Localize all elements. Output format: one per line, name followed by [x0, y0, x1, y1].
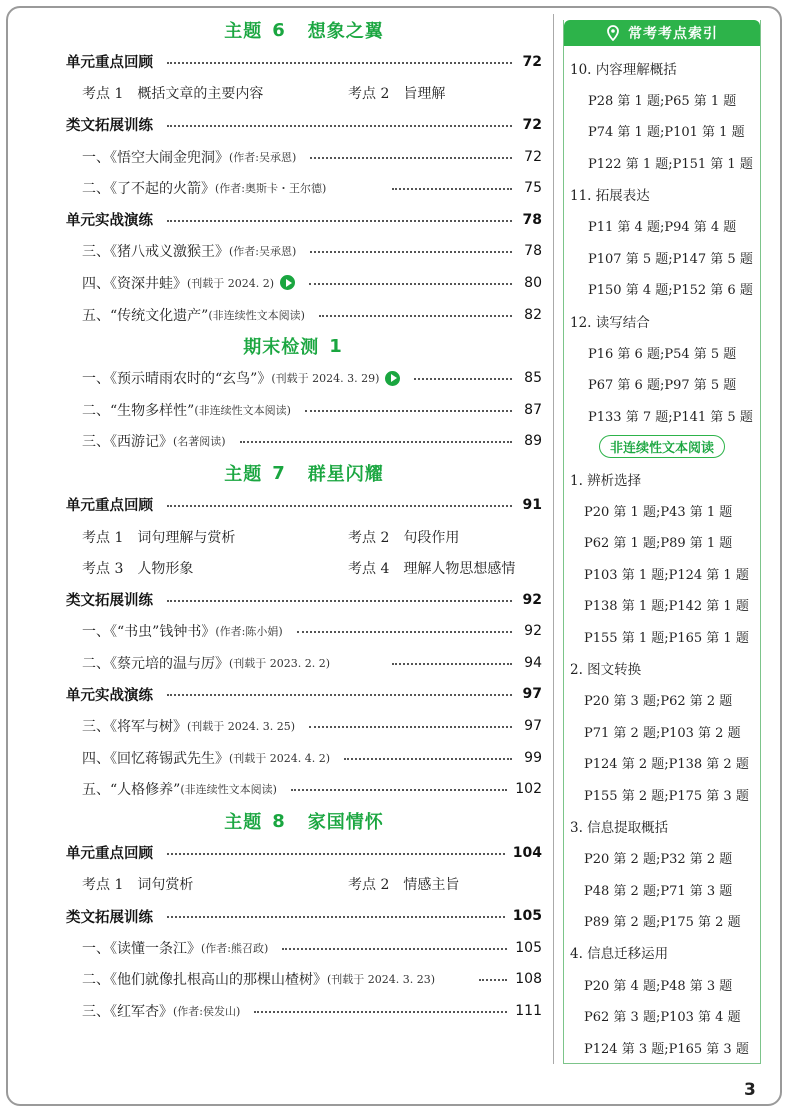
index-reference: P89 第 2 题;P175 第 2 题: [584, 915, 741, 931]
article-entry[interactable]: [66, 426, 542, 458]
article-entry[interactable]: [66, 963, 542, 995]
section-entry[interactable]: [66, 900, 542, 932]
theme-number: 8: [272, 810, 286, 832]
dot-leader: [310, 251, 512, 253]
dot-leader: [167, 600, 512, 602]
section-label: 类文拓展训练: [66, 909, 153, 926]
dot-leader: [167, 505, 512, 507]
article-title: 四、《资深井蛙》: [82, 275, 187, 292]
key-point-row: [66, 552, 542, 584]
page-ref: 75: [524, 180, 542, 197]
index-reference: P124 第 2 题;P138 第 2 题: [584, 757, 749, 773]
article-note: (刊载于 2024. 4. 2): [229, 751, 331, 765]
article-entry[interactable]: [66, 932, 542, 964]
index-reference: P133 第 7 题;P141 第 5 题: [588, 409, 753, 425]
dot-leader: [297, 631, 512, 633]
article-entry[interactable]: [66, 710, 542, 742]
page-ref: 91: [522, 496, 542, 513]
section-entry[interactable]: [66, 584, 542, 616]
theme-name: 家国情怀: [307, 812, 384, 834]
article-title: 三、《红军杏》: [82, 1003, 173, 1020]
dot-leader: [309, 726, 512, 728]
index-category: 3. 信息提取概括: [570, 820, 669, 837]
page-ref: 97: [524, 718, 542, 735]
index-reference: P20 第 3 题;P62 第 2 题: [584, 694, 733, 710]
page-ref: 87: [524, 401, 542, 418]
article-entry[interactable]: [66, 995, 542, 1027]
article-title: 二、《蔡元培的温与厉》: [82, 655, 229, 672]
page-ref: 99: [524, 749, 542, 766]
page-ref: 78: [524, 243, 542, 260]
page-ref: 105: [512, 908, 542, 925]
theme-heading: [66, 805, 542, 837]
index-reference: P155 第 1 题;P165 第 1 题: [584, 630, 749, 646]
section-badge-label: 非连续性文本阅读: [599, 435, 725, 458]
article-title: 一、《“书虫”钱钟书》: [82, 624, 216, 641]
page-ref: 80: [524, 274, 542, 291]
article-title: 二、《了不起的火箭》: [82, 181, 215, 198]
index-reference: P62 第 1 题;P89 第 1 题: [584, 536, 733, 552]
section-label: 单元重点回顾: [66, 55, 153, 72]
index-list: [564, 46, 760, 1063]
key-point: 考点 3 人物形象: [82, 561, 194, 578]
page-ref: 85: [524, 370, 542, 387]
section-label: 单元重点回顾: [66, 846, 153, 863]
index-reference: P48 第 2 题;P71 第 3 题: [584, 883, 733, 899]
article-note: (刊载于 2023. 2. 2): [229, 656, 331, 670]
article-entry[interactable]: [66, 236, 542, 268]
article-title: 一、《悟空大闹金兜洞》: [82, 149, 229, 166]
page-ref: 89: [524, 433, 542, 450]
section-label: 类文拓展训练: [66, 593, 153, 610]
section-entry[interactable]: [66, 109, 542, 141]
article-title: 一、《预示晴雨农时的“玄鸟”》: [82, 371, 272, 388]
dot-leader: [392, 663, 512, 665]
article-note: (刊载于 2024. 3. 29): [271, 372, 380, 386]
index-category: 4. 信息迁移运用: [570, 946, 669, 963]
article-note: (刊载于 2024. 3. 23): [327, 973, 436, 987]
dot-leader: [240, 441, 512, 443]
index-category: 12. 读写结合: [570, 314, 650, 331]
page-ref: 104: [512, 844, 542, 861]
page-ref: 105: [515, 939, 542, 956]
article-note: (刊载于 2024. 3. 25): [187, 720, 296, 734]
article-note: (作者:吴承恩): [229, 150, 297, 164]
article-title: 三、《西游记》: [82, 434, 173, 451]
theme-number: 1: [329, 335, 343, 357]
page-ref: 82: [524, 306, 542, 323]
dot-leader: [167, 916, 505, 918]
index-reference: P28 第 1 题;P65 第 1 题: [588, 93, 737, 109]
article-entry[interactable]: [66, 141, 542, 173]
article-title: 四、《回忆蒋锡武先生》: [82, 750, 229, 767]
section-entry[interactable]: [66, 837, 542, 869]
index-reference: P20 第 1 题;P43 第 1 题: [584, 504, 733, 520]
article-entry[interactable]: [66, 267, 542, 299]
article-title: 二、《他们就像扎根高山的那棵山楂树》: [82, 972, 327, 989]
article-note: (作者:熊召政): [201, 941, 269, 955]
page-ref: 97: [522, 686, 542, 703]
section-entry[interactable]: [66, 204, 542, 236]
index-reference: P16 第 6 题;P54 第 5 题: [588, 346, 737, 362]
theme-prefix: 主题: [224, 464, 263, 486]
theme-prefix: 主题: [224, 812, 263, 834]
exam-point-index-panel: [563, 20, 761, 1064]
dot-leader: [291, 789, 507, 791]
article-note: (作者:吴承恩): [229, 245, 297, 259]
article-note: (作者:侯发山): [173, 1004, 241, 1018]
index-reference: P124 第 3 题;P165 第 3 题: [584, 1041, 749, 1057]
index-reference: P67 第 6 题;P97 第 5 题: [588, 378, 737, 394]
key-point: 考点 2 情感主旨: [348, 877, 460, 894]
dot-leader: [254, 1011, 507, 1013]
section-label: 单元实战演练: [66, 213, 153, 230]
dot-leader: [319, 315, 512, 317]
index-reference: P20 第 2 题;P32 第 2 题: [584, 852, 733, 868]
page-ref: 72: [524, 148, 542, 165]
page-ref: 102: [515, 781, 542, 798]
index-reference: P11 第 4 题;P94 第 4 题: [588, 220, 737, 236]
section-label: 单元实战演练: [66, 687, 153, 704]
dot-leader: [309, 283, 512, 285]
dot-leader: [344, 758, 512, 760]
dot-leader: [479, 979, 507, 981]
section-entry[interactable]: [66, 46, 542, 78]
section-badge: [564, 431, 760, 463]
index-category: 10. 内容理解概括: [570, 61, 677, 78]
dot-leader: [167, 694, 512, 696]
article-entry[interactable]: [66, 616, 542, 648]
index-header: [564, 20, 760, 46]
section-label: 单元重点回顾: [66, 498, 153, 515]
page-ref: 111: [515, 1002, 542, 1019]
article-note: (作者:奥斯卡・王尔德): [215, 182, 327, 196]
page-ref: 72: [522, 116, 542, 133]
article-title: 五、“传统文化遗产”: [82, 307, 209, 324]
key-point-row: [66, 78, 542, 110]
article-note: (作者:陈小娟): [215, 625, 283, 639]
index-reference: P150 第 4 题;P152 第 6 题: [588, 283, 753, 299]
key-point: 考点 1 词句理解与赏析: [82, 529, 236, 546]
page-ref: 92: [524, 623, 542, 640]
article-entry[interactable]: [66, 362, 542, 394]
key-point-row: [66, 521, 542, 553]
theme-heading: [66, 457, 542, 489]
dot-leader: [167, 220, 512, 222]
theme-heading: [66, 330, 542, 362]
index-reference: P74 第 1 题;P101 第 1 题: [588, 125, 745, 141]
play-icon[interactable]: [280, 275, 295, 290]
article-entry[interactable]: [66, 172, 542, 204]
key-point: 考点 1 概括文章的主要内容: [82, 86, 264, 103]
index-category: 11. 拓展表达: [570, 188, 650, 205]
index-reference: P20 第 4 题;P48 第 3 题: [584, 978, 733, 994]
article-title: 三、《将军与树》: [82, 719, 187, 736]
article-entry[interactable]: [66, 647, 542, 679]
index-reference: P71 第 2 题;P103 第 2 题: [584, 725, 741, 741]
page-number: 3: [744, 1080, 756, 1100]
location-pin-icon: [606, 25, 620, 41]
key-point: 考点 4 理解人物思想感情: [348, 561, 516, 578]
key-point: 考点 1 词句赏析: [82, 877, 194, 894]
page-ref: 94: [524, 654, 542, 671]
column-divider: [553, 14, 554, 1064]
theme-prefix: 主题: [224, 21, 263, 42]
index-reference: P138 第 1 题;P142 第 1 题: [584, 599, 749, 615]
key-point: 考点 2 旨理解: [348, 86, 446, 103]
article-title: 二、“生物多样性”: [82, 402, 195, 419]
article-note: (刊载于 2024. 2): [187, 276, 275, 290]
page-ref: 78: [522, 211, 542, 228]
page-ref: 72: [522, 53, 542, 70]
index-reference: P122 第 1 题;P151 第 1 题: [588, 157, 753, 173]
dot-leader: [310, 157, 512, 159]
dot-leader: [167, 125, 512, 127]
index-reference: P62 第 3 题;P103 第 4 题: [584, 1010, 741, 1026]
article-title: 一、《读懂一条江》: [82, 940, 201, 957]
article-note: (非连续性文本阅读): [208, 308, 305, 322]
article-entry[interactable]: [66, 394, 542, 426]
dot-leader: [282, 948, 507, 950]
theme-number: 6: [272, 19, 286, 41]
index-reference: P107 第 5 题;P147 第 5 题: [588, 251, 753, 267]
theme-prefix: 期末检测: [243, 337, 320, 359]
article-note: (名著阅读): [173, 435, 226, 449]
dot-leader: [305, 410, 512, 412]
theme-name: 想象之翼: [307, 21, 384, 42]
theme-number: 7: [272, 462, 286, 484]
dot-leader: [167, 853, 505, 855]
index-title: 常考考点索引: [628, 26, 718, 42]
section-entry[interactable]: [66, 489, 542, 521]
theme-name: 群星闪耀: [307, 464, 384, 486]
article-note: (非连续性文本阅读): [194, 403, 291, 417]
play-icon[interactable]: [385, 371, 400, 386]
key-point-row: [66, 869, 542, 901]
page-ref: 108: [515, 971, 542, 988]
index-reference: P103 第 1 题;P124 第 1 题: [584, 567, 749, 583]
article-note: (非连续性文本阅读): [180, 783, 277, 797]
index-category: 1. 辨析选择: [570, 472, 642, 489]
dot-leader: [167, 62, 512, 64]
dot-leader: [414, 378, 512, 380]
table-of-contents: [66, 14, 542, 1027]
article-title: 三、《猪八戒义激猴王》: [82, 244, 229, 261]
article-entry[interactable]: [66, 742, 542, 774]
section-label: 类文拓展训练: [66, 118, 153, 135]
key-point: 考点 2 句段作用: [348, 529, 460, 546]
dot-leader: [392, 188, 512, 190]
index-category: 2. 图文转换: [570, 662, 642, 679]
section-entry[interactable]: [66, 679, 542, 711]
article-title: 五、“人格修养”: [82, 782, 181, 799]
page-ref: 92: [522, 591, 542, 608]
theme-heading: [66, 14, 542, 46]
article-entry[interactable]: [66, 299, 542, 331]
index-reference: P155 第 2 题;P175 第 3 题: [584, 788, 749, 804]
article-entry[interactable]: [66, 773, 542, 805]
